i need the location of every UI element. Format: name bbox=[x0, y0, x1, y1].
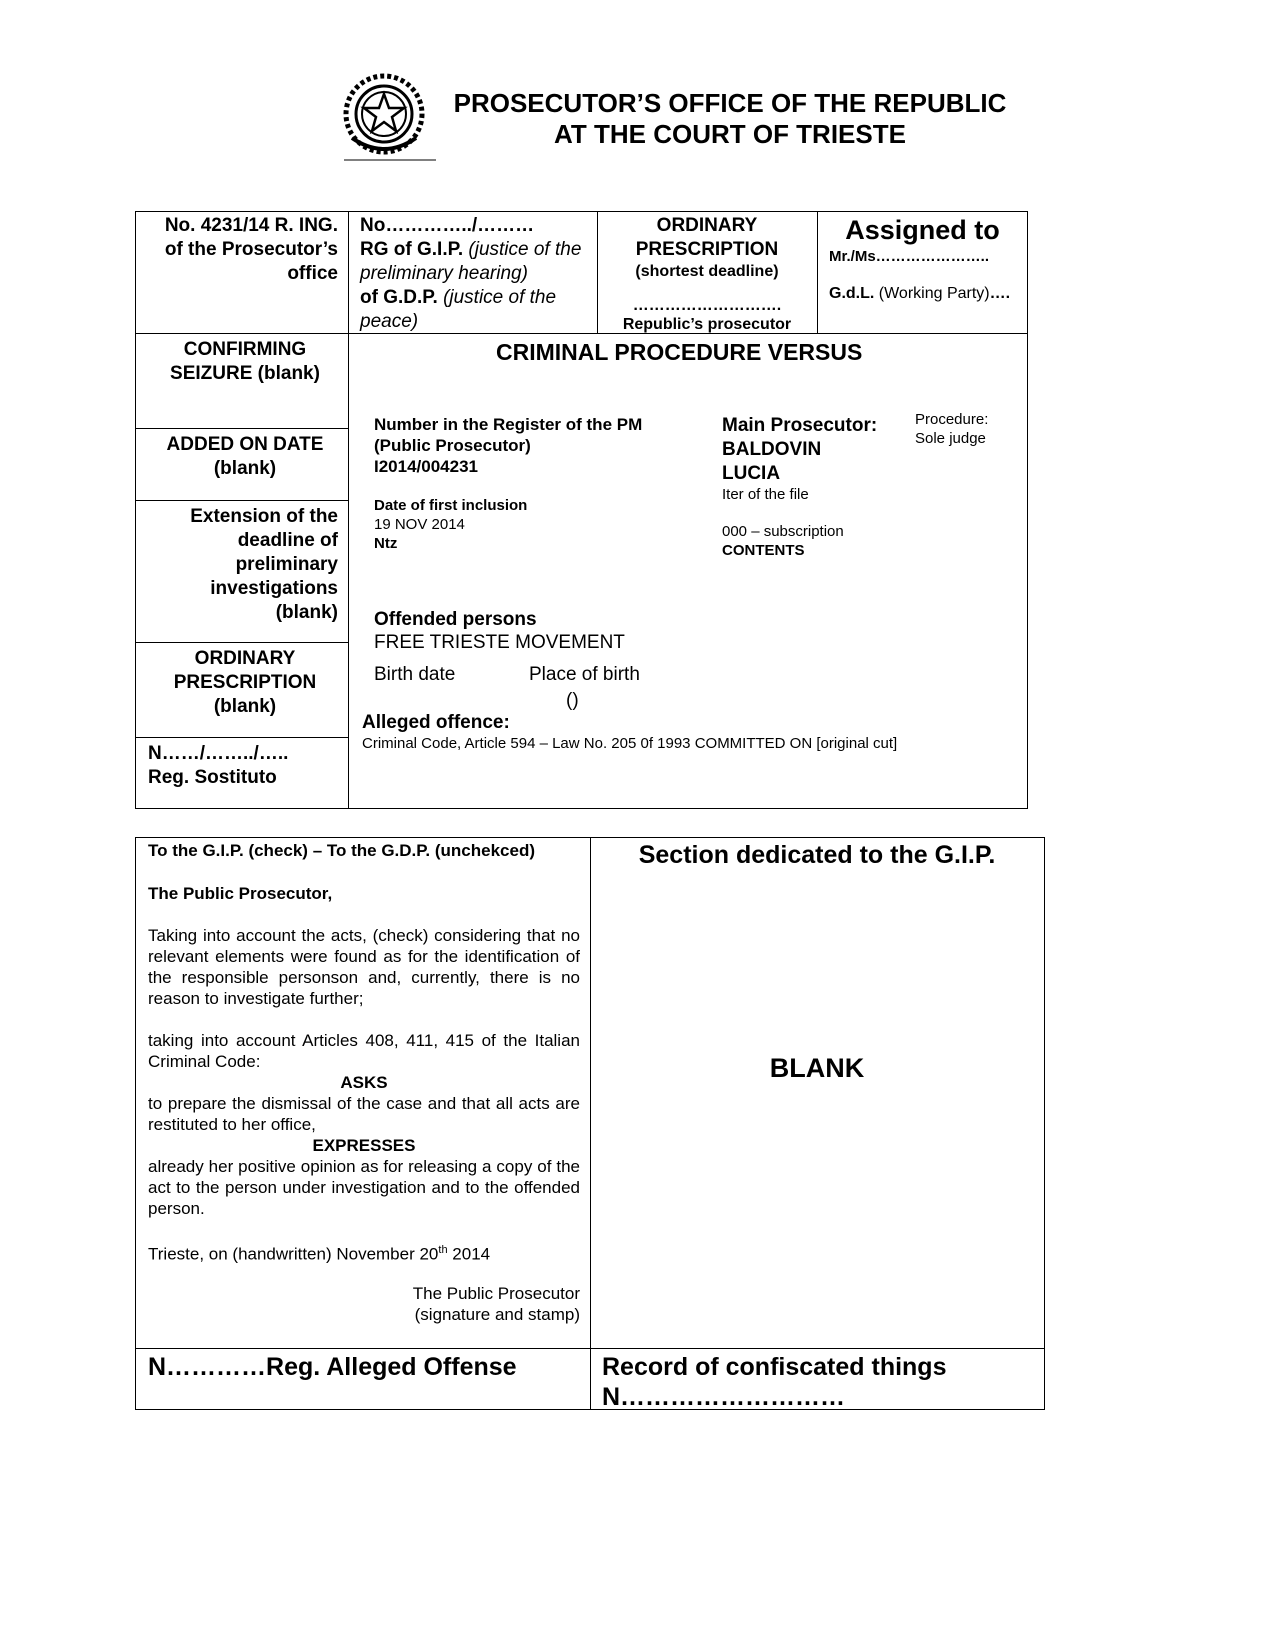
alleged-offence-label: Alleged offence: bbox=[362, 712, 510, 733]
prosecutor-office-number: No. 4231/14 R. ING. of the Prosecutor’s office bbox=[164, 215, 338, 284]
place-of-birth-label: Place of birth bbox=[529, 664, 640, 685]
offended-persons-label: Offended persons bbox=[374, 609, 537, 630]
republic-prosecutor-label: Republic’s prosecutor bbox=[622, 316, 792, 333]
confirming-seizure: CONFIRMING SEIZURE (blank) bbox=[170, 339, 320, 384]
republic-prosecutor-dots: ………………………. bbox=[632, 297, 782, 314]
reg-sostituto: N……/……../….. Reg. Sostituto bbox=[148, 743, 289, 788]
opinion-paragraph: already her positive opinion as for releasing a copy of the act to the person under investigation and to the offended person. bbox=[148, 1157, 580, 1218]
signature-block: The Public Prosecutor (signature and stamp) bbox=[412, 1284, 580, 1324]
ordinary-prescription-cell: ORDINARY PRESCRIPTION (shortest deadline) bbox=[635, 215, 779, 280]
ordinary-prescription-blank: ORDINARY PRESCRIPTION (blank) bbox=[173, 648, 317, 717]
to-gip-line: To the G.I.P. (check) – To the G.D.P. (unchekced) bbox=[148, 841, 535, 860]
iter-of-file: Iter of the file bbox=[722, 486, 809, 503]
title-line-1: PROSECUTOR’S OFFICE OF THE REPUBLIC bbox=[453, 88, 1007, 118]
subscription-block: 000 – subscription CONTENTS bbox=[722, 523, 844, 559]
criminal-procedure-heading: CRIMINAL PROCEDURE VERSUS bbox=[496, 339, 863, 365]
birth-parens: () bbox=[566, 690, 579, 711]
register-number-block: Number in the Register of the PM (Public Prosecutor) I2014/004231 bbox=[374, 415, 643, 476]
assigned-to-name: Mr./Ms………………….. bbox=[829, 248, 990, 265]
procedure-block: Procedure: Sole judge bbox=[915, 411, 989, 447]
rg-cell: No…………../……… RG of G.I.P. (justice of the preliminary hearing) of G.D.P. (justice of the peace) bbox=[360, 215, 582, 332]
working-party: G.d.L. (Working Party)…. bbox=[829, 285, 1011, 302]
reg-alleged-offense: N…………Reg. Alleged Offense bbox=[148, 1353, 517, 1381]
assigned-to-title: Assigned to bbox=[845, 215, 1000, 245]
birth-date-label: Birth date bbox=[374, 664, 456, 685]
alleged-offence-value: Criminal Code, Article 594 – Law No. 205 0f 1993 COMMITTED ON [original cut] bbox=[362, 735, 898, 752]
title-line-2: AT THE COURT OF TRIESTE bbox=[554, 119, 906, 149]
deadline-extension: Extension of the deadline of preliminary investigations (blank) bbox=[190, 506, 338, 623]
considering-paragraph: Taking into account the acts, (check) considering that no relevant elements were found as for the identification of the responsible personson and, currently, there is no reason to investigate further; bbox=[148, 926, 580, 1008]
offended-persons-value: FREE TRIESTE MOVEMENT bbox=[374, 632, 625, 653]
dismissal-paragraph: to prepare the dismissal of the case and that all acts are restituted to her office, bbox=[148, 1094, 580, 1134]
place-date-line: Trieste, on (handwritten) November 20th 2014 bbox=[148, 1244, 491, 1264]
articles-paragraph: taking into account Articles 408, 411, 415 of the Italian Criminal Code: bbox=[148, 1031, 580, 1071]
gip-blank: BLANK bbox=[769, 1053, 865, 1083]
page-title bbox=[450, 88, 1010, 150]
republic-emblem-icon bbox=[338, 68, 438, 166]
expresses-label: EXPRESSES bbox=[312, 1136, 416, 1155]
first-inclusion-block: Date of first inclusion 19 NOV 2014 Ntz bbox=[374, 497, 528, 552]
emblem bbox=[338, 68, 438, 166]
gip-section-heading: Section dedicated to the G.I.P. bbox=[638, 841, 996, 869]
main-prosecutor-block: Main Prosecutor: BALDOVIN LUCIA bbox=[722, 415, 878, 484]
added-on-date: ADDED ON DATE (blank) bbox=[166, 434, 324, 479]
public-prosecutor-salutation: The Public Prosecutor, bbox=[148, 884, 333, 903]
asks-label: ASKS bbox=[340, 1073, 388, 1092]
confiscated-record: Record of confiscated things N……………………… bbox=[602, 1353, 947, 1411]
